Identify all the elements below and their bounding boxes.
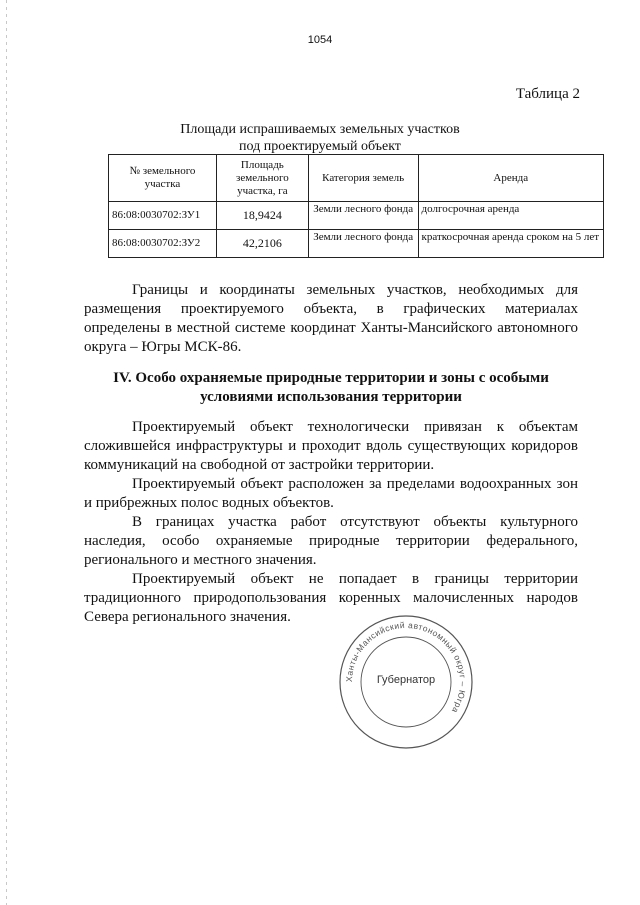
table-row bbox=[109, 202, 604, 230]
header-lease: Аренда bbox=[418, 155, 603, 202]
cell-land-category: Земли лесного фонда bbox=[308, 202, 418, 230]
cell-plot-number: 86:08:0030702:ЗУ2 bbox=[109, 230, 217, 258]
stamp-ring-text: Ханты-Мансийский автономный округ – Югра bbox=[343, 619, 469, 716]
section-heading bbox=[84, 369, 578, 407]
cell-lease: краткосрочная аренда сроком на 5 лет bbox=[418, 230, 603, 258]
section-text-block bbox=[84, 418, 578, 627]
stamp-center-label: Губернатор bbox=[376, 674, 436, 686]
cell-lease: долгосрочная аренда bbox=[418, 202, 603, 230]
scan-edge-artifact bbox=[6, 0, 7, 905]
section-heading-line-1: IV. Особо охраняемые природные территории и зоны с особыми bbox=[113, 370, 549, 386]
cell-plot-area: 42,2106 bbox=[216, 230, 308, 258]
section-heading-line-2: условиями использования территории bbox=[200, 389, 462, 405]
paragraph-indigenous-territory: Проектируемый объект не попадает в границы территории традиционного природопользования коренных малочисленных народов Севера регионального значения. bbox=[84, 571, 578, 625]
cell-plot-area: 18,9424 bbox=[216, 202, 308, 230]
boundaries-text-block bbox=[84, 281, 578, 357]
svg-text:Ханты-Мансийский автономный ок bbox=[344, 620, 468, 715]
table-header-row bbox=[109, 155, 604, 202]
paragraph-heritage: В границах участка работ отсутствуют объекты культурного наследия, особо охраняемые природные территории федерального, регионального и местного значения. bbox=[84, 514, 578, 568]
paragraph-water-zones: Проектируемый объект расположен за пределами водоохранных зон и прибрежных полос водных объектов. bbox=[84, 476, 578, 511]
cell-land-category: Земли лесного фонда bbox=[308, 230, 418, 258]
page-number: 1054 bbox=[307, 34, 333, 46]
table-row bbox=[109, 230, 604, 258]
header-plot-number: № земельного участка bbox=[109, 155, 217, 202]
paragraph-boundaries: Границы и координаты земельных участков, необходимых для размещения проектируемого объекта, в графических материалах определены в местной системе координат Ханты-Мансийского автономного округа – Югры МСК-86. bbox=[84, 282, 578, 355]
table-label: Таблица 2 bbox=[515, 86, 580, 102]
paragraph-infrastructure: Проектируемый объект технологически привязан к объектам сложившейся инфраструктуры и проходит вдоль существующих коридоров коммуникаций на свободной от застройки территории. bbox=[84, 419, 578, 473]
table-caption-line-1: Площади испрашиваемых земельных участков bbox=[180, 122, 460, 137]
header-land-category: Категория земель bbox=[308, 155, 418, 202]
header-plot-area: Площадь земельного участка, га bbox=[216, 155, 308, 202]
cell-plot-number: 86:08:0030702:ЗУ1 bbox=[109, 202, 217, 230]
table-caption-line-2: под проектируемый объект bbox=[239, 139, 401, 154]
land-plots-table bbox=[108, 154, 604, 258]
table-caption bbox=[110, 121, 530, 155]
